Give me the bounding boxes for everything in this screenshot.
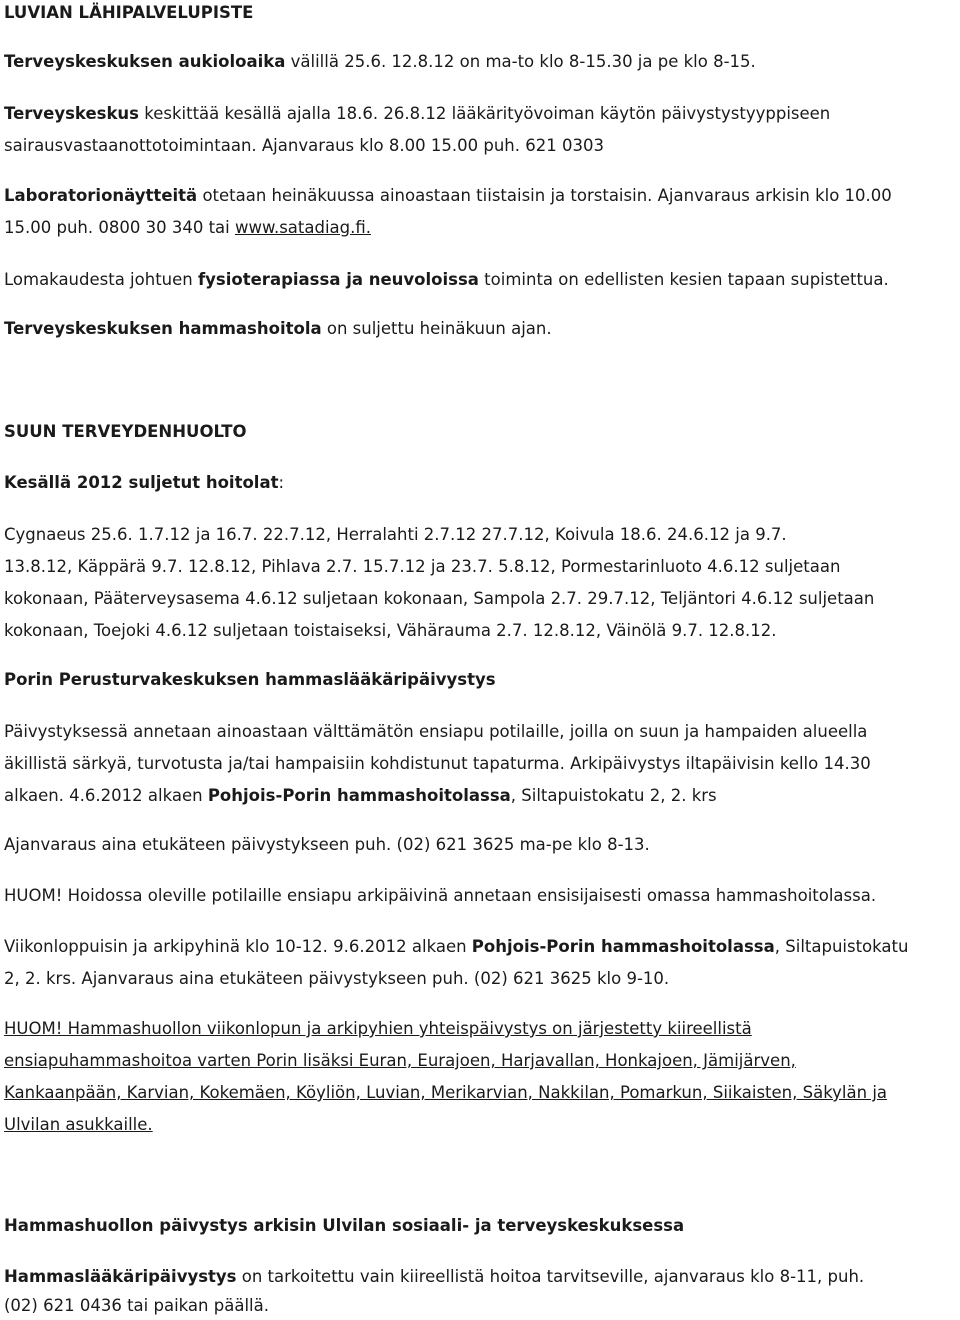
oral-health-heading: SUUN TERVEYDENHUOLTO — [4, 422, 247, 441]
huom-notice-paragraph: HUOM! Hoidossa oleville potilaille ensiapu arkipäivinä annetaan ensisijaisesti omassa hammashoitolassa. — [4, 886, 877, 905]
dental-closed-paragraph: Terveyskeskuksen hammashoitola on suljettu heinäkuun ajan. — [4, 319, 552, 338]
closed-clinics-subheading: Kesällä 2012 suljetut hoitolat: — [4, 473, 285, 492]
emergency-info-line: Päivystyksessä annetaan ainoastaan välttämätön ensiapu potilaille, joilla on suun ja hampaiden alueella — [4, 722, 868, 741]
holiday-notice-paragraph: Lomakaudesta johtuen fysioterapiassa ja neuvoloissa toiminta on edellisten kesien tapaan supistettua. — [4, 270, 889, 289]
ulvila-info-line: (02) 621 0436 tai paikan päällä. — [4, 1296, 269, 1315]
appointment-info-paragraph: Ajanvaraus aina etukäteen päivystykseen puh. (02) 621 3625 ma-pe klo 8-13. — [4, 835, 650, 854]
joint-emergency-line: Kankaanpään, Karvian, Kokemäen, Köyliön, Luvian, Merikarvian, Nakkilan, Pomarkun, Siikaisten, Säkylän ja — [4, 1083, 888, 1102]
document-title: LUVIAN LÄHIPALVELUPISTE — [4, 3, 254, 22]
closed-clinics-line: 13.8.12, Käppärä 9.7. 12.8.12, Pihlava 2.7. 15.7.12 ja 23.7. 5.8.12, Pormestarinluoto 4.6.12 suljetaan — [4, 557, 841, 576]
joint-emergency-line: Ulvilan asukkaille. — [4, 1115, 153, 1134]
laboratory-paragraph-line-2: 15.00 puh. 0800 30 340 tai www.satadiag.fi. — [4, 218, 372, 237]
satadiag-link[interactable]: www.satadiag.fi. — [234, 218, 372, 237]
laboratory-paragraph-line-1: Laboratorionäytteitä otetaan heinäkuussa ainoastaan tiistaisin ja torstaisin. Ajanvaraus arkisin klo 10.00 — [4, 186, 892, 205]
emergency-info-line: äkillistä särkyä, turvotusta ja/tai hampaisiin kohdistunut tapaturma. Arkipäivystys iltapäivisin kello 14.30 — [4, 754, 871, 773]
joint-emergency-line: HUOM! Hammashuollon viikonlopun ja arkipyhien yhteispäivystys on järjestetty kiireellistä — [4, 1019, 752, 1038]
summer-clinic-paragraph-line-2: sairausvastaanottotoimintaan. Ajanvaraus klo 8.00 15.00 puh. 621 0303 — [4, 136, 604, 155]
weekend-info-line: 2, 2. krs. Ajanvaraus aina etukäteen päivystykseen puh. (02) 621 3625 klo 9-10. — [4, 969, 670, 988]
ulvila-info-line: Hammaslääkäripäivystys on tarkoitettu vain kiireellistä hoitoa tarvitseville, ajanvaraus klo 8-11, puh. — [4, 1267, 865, 1286]
closed-clinics-line: Cygnaeus 25.6. 1.7.12 ja 16.7. 22.7.12, Herralahti 2.7.12 27.7.12, Koivula 18.6. 24.6.12 ja 9.7. — [4, 525, 787, 544]
weekend-info-line: Viikonloppuisin ja arkipyhinä klo 10-12. 9.6.2012 alkaen Pohjois-Porin hammashoitolassa, Siltapuistokatu — [4, 937, 909, 956]
joint-emergency-line: ensiapuhammashoitoa varten Porin lisäksi Euran, Eurajoen, Harjavallan, Honkajoen, Jämijärven, — [4, 1051, 796, 1070]
emergency-info-line: alkaen. 4.6.2012 alkaen Pohjois-Porin hammashoitolassa, Siltapuistokatu 2, 2. krs — [4, 786, 717, 805]
ulvila-dental-heading: Hammashuollon päivystys arkisin Ulvilan sosiaali- ja terveyskeskuksessa — [4, 1216, 685, 1235]
opening-hours-paragraph: Terveyskeskuksen aukioloaika välillä 25.6. 12.8.12 on ma-to klo 8-15.30 ja pe klo 8-15. — [4, 52, 756, 71]
pori-emergency-heading: Porin Perusturvakeskuksen hammaslääkäripäivystys — [4, 670, 496, 689]
summer-clinic-paragraph-line-1: Terveyskeskus keskittää kesällä ajalla 18.6. 26.8.12 lääkärityövoiman käytön päivystystyyppiseen — [4, 104, 831, 123]
closed-clinics-line: kokonaan, Toejoki 4.6.12 suljetaan toistaiseksi, Vähärauma 2.7. 12.8.12, Väinölä 9.7. 12.8.12. — [4, 621, 777, 640]
closed-clinics-line: kokonaan, Pääterveysasema 4.6.12 suljetaan kokonaan, Sampola 2.7. 29.7.12, Teljäntori 4.6.12 suljetaan — [4, 589, 875, 608]
